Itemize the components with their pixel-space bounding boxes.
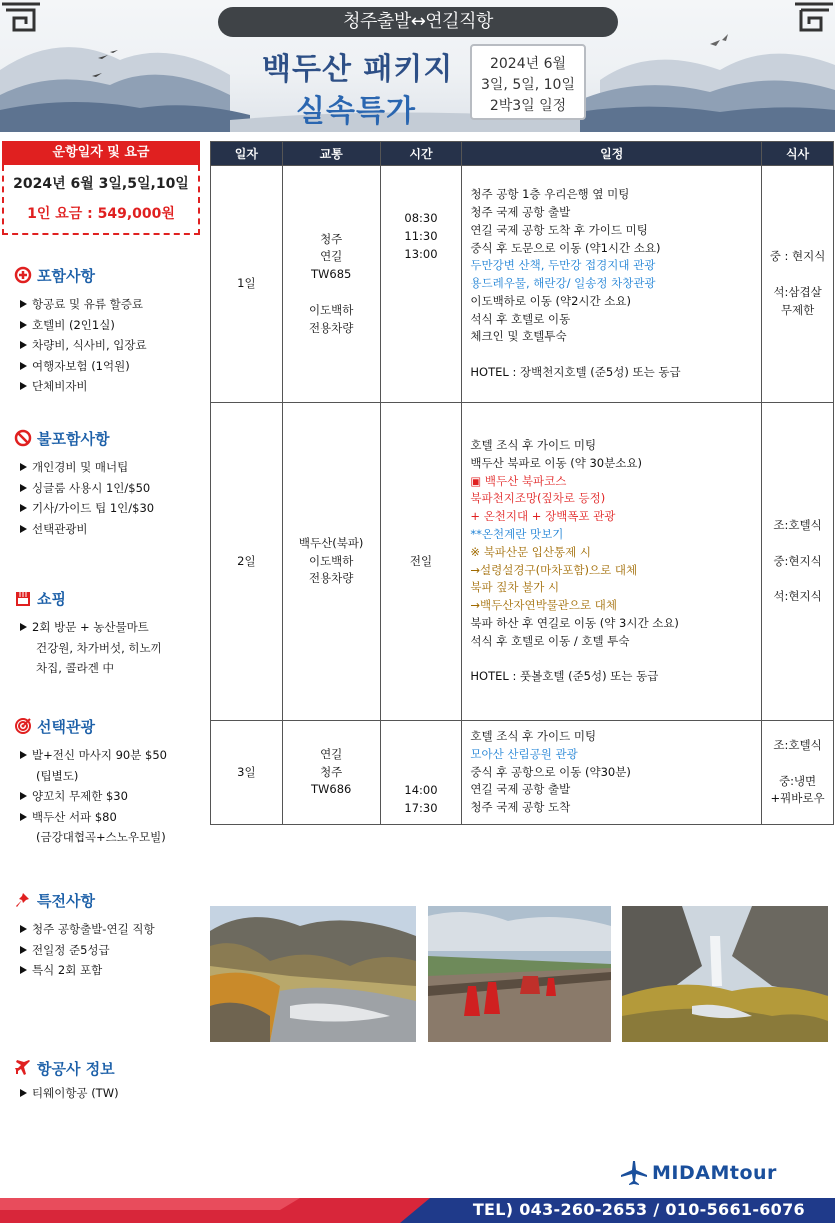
column-header: 교통 [282, 142, 380, 166]
column-header: 일자 [211, 142, 283, 166]
waterfall-photo [622, 906, 828, 1042]
column-header: 시간 [380, 142, 462, 166]
pushpin-icon [14, 891, 32, 909]
schedule-cell: 호텔 조식 후 가이드 미팅 모아산 산림공원 관광 중식 후 공항으로 이동 (약30분) 연길 국제 공항 출발 청주 국제 공항 도착 [462, 721, 762, 825]
time-cell: 14:00 17:30 [380, 721, 462, 825]
section-title: 쇼핑 [37, 589, 66, 608]
section-title: 포함사항 [37, 266, 95, 285]
observation-deck-photo [428, 906, 611, 1042]
list-item: 양꼬치 무제한 $30 [14, 786, 204, 807]
plus-circle-icon [14, 266, 32, 284]
airplane-icon [14, 1059, 32, 1077]
table-row [211, 721, 834, 825]
excluded-section [14, 427, 204, 539]
day-cell: 1일 [211, 166, 283, 403]
list-item: 호텔비 (2인1실) [14, 315, 204, 336]
airplane-logo-icon [620, 1160, 648, 1186]
date-line: 2024년 6월 [489, 56, 567, 72]
list-item: 싱글룸 사용시 1인/$50 [14, 478, 204, 499]
meal-cell: 중 : 현지식 석:삼겹살 무제한 [762, 166, 834, 403]
shop-icon [14, 589, 32, 607]
list-item: 청주 공항출발-연길 직항 [14, 919, 204, 940]
header-banner [0, 0, 835, 132]
list-item: 전일정 준5성급 [14, 940, 204, 961]
list-item: 2회 방문 + 농산물마트 건강원, 차가버섯, 히노끼 차집, 콜라겐 中 [14, 617, 204, 679]
list-item: 단체비자비 [14, 376, 204, 397]
list-item: 기사/가이드 팁 1인/$30 [14, 498, 204, 519]
route-banner: 청주출발↔연길직항 [218, 7, 618, 37]
corner-pattern-left-icon [0, 0, 44, 40]
list-item: 백두산 서파 $80 (금강대협곡+스노우모빌) [14, 807, 204, 848]
target-icon [14, 717, 32, 735]
table-row [211, 403, 834, 721]
meal-cell: 조:호텔식 중:현지식 석:현지식 [762, 403, 834, 721]
package-subtitle: 실속특가 [296, 94, 416, 129]
transport-cell: 연길 청주 TW686 [282, 721, 380, 825]
list-item: 발+전신 마사지 90분 $50 (팁별도) [14, 745, 204, 786]
departure-dates-box [470, 44, 586, 120]
included-section [14, 264, 204, 397]
itinerary-table [210, 141, 834, 825]
column-header: 일정 [462, 142, 762, 166]
section-title: 특전사항 [37, 891, 95, 910]
fare-section-title: 운항일자 및 요금 [2, 141, 200, 165]
list-item: 차량비, 식사비, 입장료 [14, 335, 204, 356]
hot-spring-photo [210, 906, 416, 1042]
column-header: 식사 [762, 142, 834, 166]
airline-section [14, 1057, 204, 1104]
time-cell: 전일 [380, 403, 462, 721]
list-item: 여행자보험 (1억원) [14, 356, 204, 377]
special-benefits-section [14, 889, 204, 981]
list-item: 특식 2회 포함 [14, 960, 204, 981]
schedule-cell: 호텔 조식 후 가이드 미팅 백두산 북파로 이동 (약 30분소요) ▣ 백두산 북파코스 북파천지조망(짚차로 등정) + 온천지대 + 장백폭포 관광 **온천계란 맛보기 ※ 북파산문 입산통제 시 →설령설경구(마차포함)으로 대체 북파 짚차 불가 시 →백두산자연박물관으로 대체 북파 하산 후 연길로 이동 (약 3시간 소요) 석식 후 호텔로 이동 / 호텔 투숙 HOTEL : 풋볼호텔 (준5성) 또는 동급 [462, 403, 762, 721]
table-row [211, 166, 834, 403]
contact-phone: TEL) 043-260-2653 / 010-5661-6076 [472, 1200, 805, 1219]
fare-price: 1인 요금 : 549,000원 [27, 206, 175, 222]
logo-text: MIDAMtour [652, 1162, 777, 1184]
section-title: 항공사 정보 [37, 1059, 115, 1078]
day-cell: 2일 [211, 403, 283, 721]
optional-tour-section [14, 715, 204, 848]
transport-cell: 청주 연길 TW685 이도백하 전용차량 [282, 166, 380, 403]
section-title: 선택관광 [37, 717, 95, 736]
schedule-cell: 청주 공항 1층 우리은행 옆 미팅 청주 국제 공항 출발 연길 국제 공항 도착 후 가이드 미팅 중식 후 도문으로 이동 (약1시간 소요) 두만강변 산책, 두만강 접경지대 관광 용드레우물, 해란강/ 일송정 차창관광 이도백하로 이동 (약2시간 소요) 석식 후 호텔로 이동 체크인 및 호텔투숙 HOTEL : 장백천지호텔 (준5성) 또는 동급 [462, 166, 762, 403]
list-item: 항공료 및 유류 할증료 [14, 294, 204, 315]
package-title: 백두산 패키지 [262, 52, 454, 87]
prohibited-icon [14, 429, 32, 447]
list-item: 티웨이항공 (TW) [14, 1083, 204, 1104]
footer-bar [0, 1198, 835, 1223]
company-logo [620, 1160, 777, 1186]
day-cell: 3일 [211, 721, 283, 825]
section-title: 불포함사항 [37, 429, 110, 448]
transport-cell: 백두산(북파) 이도백하 전용차량 [282, 403, 380, 721]
date-line: 3일, 5일, 10일 [480, 77, 575, 93]
corner-pattern-right-icon [791, 0, 835, 40]
date-line: 2박3일 일정 [489, 98, 567, 114]
table-header-row [211, 142, 834, 166]
fare-dates: 2024년 6월 3일,5일,10일 [13, 176, 189, 192]
meal-cell: 조:호텔식 중:냉면 +꿔바로우 [762, 721, 834, 825]
time-cell: 08:30 11:30 13:00 [380, 166, 462, 403]
list-item: 선택관광비 [14, 519, 204, 540]
list-item: 개인경비 및 매너팁 [14, 457, 204, 478]
fare-box [2, 165, 200, 235]
shopping-section [14, 587, 204, 679]
